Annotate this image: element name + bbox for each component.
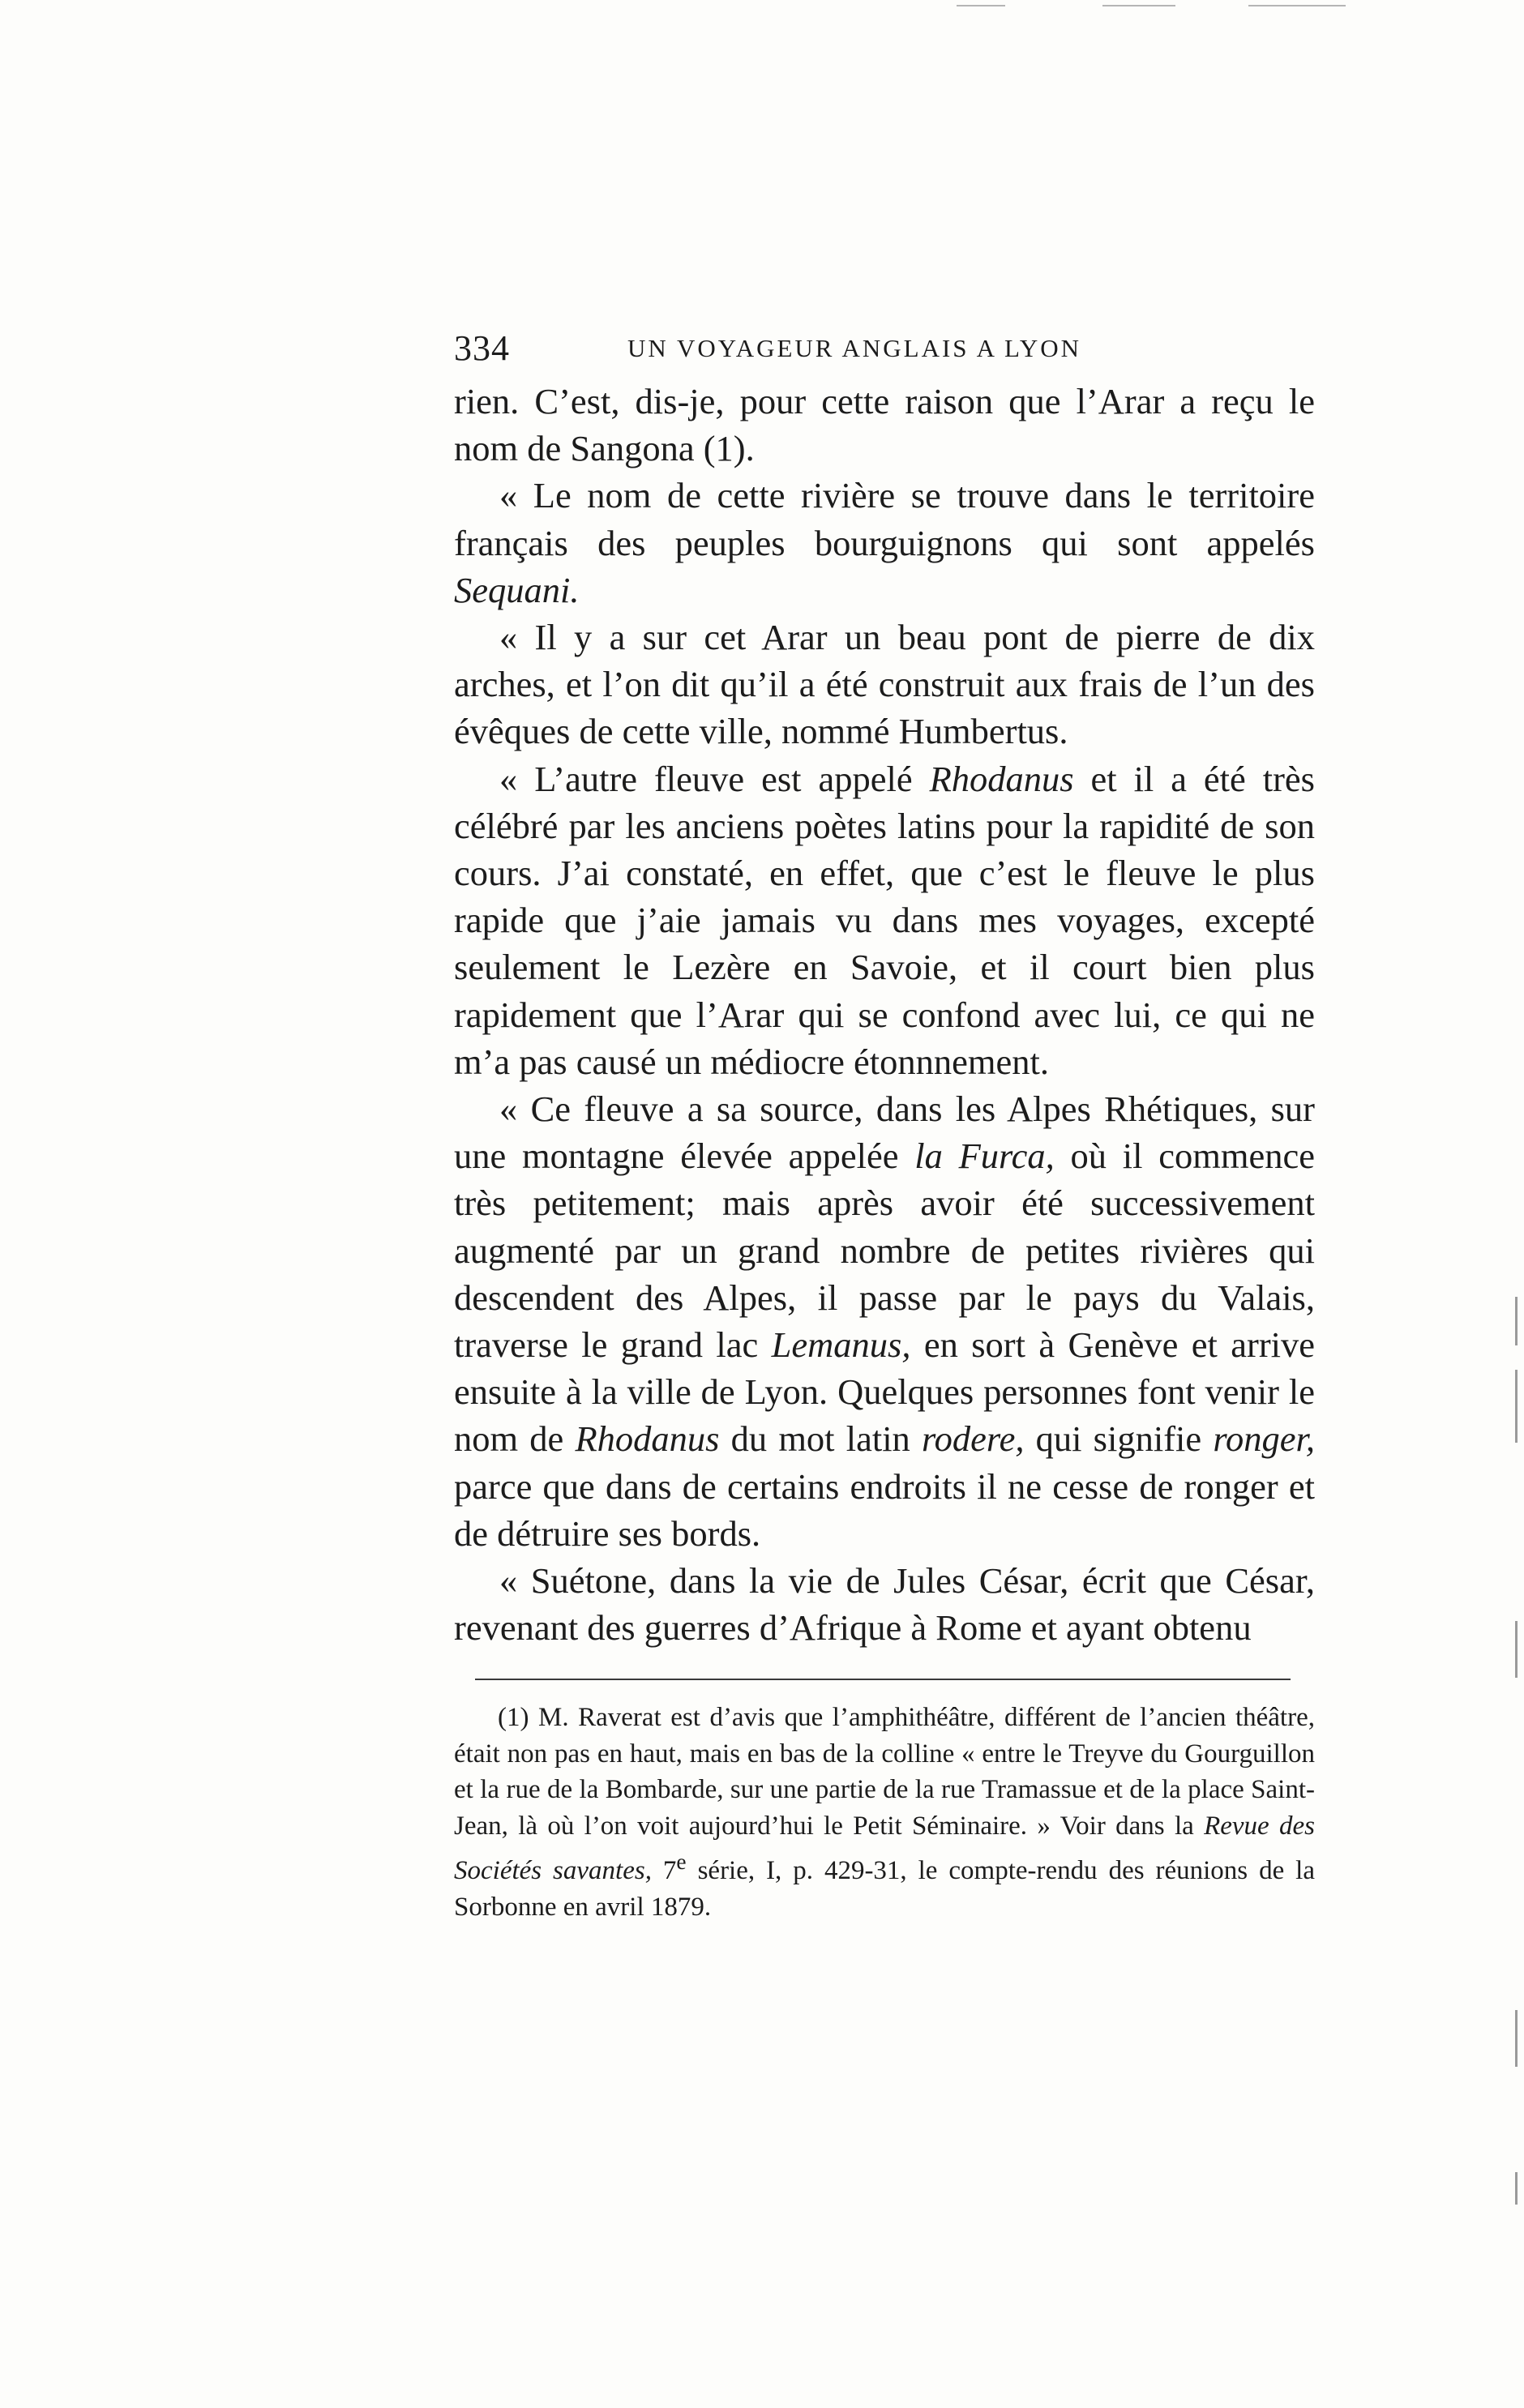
italic-term: Sequani. xyxy=(454,569,580,610)
paragraph-text: « L’autre fleuve est appelé xyxy=(499,758,930,799)
paragraph-text: du mot latin xyxy=(719,1418,922,1460)
superscript: e xyxy=(676,1849,687,1875)
paragraph-text: et il a été très célébré par les anciens poètes latins pour la rapidité de son cours. J’ai constaté, en effet, que c’est le fleuve le plus rapide que j’aie jamais vu dans mes voyages, excepté seulement le Lezère en Savoie, et il court bien plus rapidement que l’Arar qui se confond avec lui, ce qui ne m’a pas causé un médiocre étonnnement. xyxy=(454,758,1315,1082)
body-text xyxy=(454,378,1315,1651)
paragraph xyxy=(454,1085,1315,1557)
italic-term: Rhodanus xyxy=(575,1418,720,1460)
paragraph xyxy=(454,755,1315,1085)
italic-term: Revue des Sociétés savantes, xyxy=(454,1811,1315,1886)
paragraph-text: « Ce fleuve a sa source, dans les Alpes Rhétiques, sur une montagne élevée appelée xyxy=(454,1089,1315,1177)
scan-edge-mark xyxy=(1515,2010,1518,2067)
book-page xyxy=(454,324,1315,1925)
running-head xyxy=(454,324,1315,373)
paragraph xyxy=(454,378,1315,472)
scan-edge-mark xyxy=(1515,1370,1518,1443)
scan-edge-mark xyxy=(1515,2172,1518,2205)
paragraph-text: « Le nom de cette rivière se trouve dans le territoire français des peuples bourguignons qui sont appelés xyxy=(454,475,1315,563)
italic-term: rodere, xyxy=(921,1418,1025,1460)
page-number: 334 xyxy=(454,328,510,368)
paragraph xyxy=(454,614,1315,755)
paragraph-text: « Il y a sur cet Arar un beau pont de pierre de dix arches, et l’on dit qu’il a été construit aux frais de l’un des évêques de cette ville, nommé Humbertus. xyxy=(454,617,1315,752)
italic-term: ronger, xyxy=(1213,1418,1315,1460)
footnote-text: série, I, p. 429-31, le compte-rendu des réunions de la Sorbonne en avril 1879. xyxy=(454,1856,1315,1922)
scan-edge-mark xyxy=(1102,5,1175,6)
paragraph-text: qui signifie xyxy=(1024,1418,1214,1460)
paragraph-text: parce que dans de certains endroits il ne cesse de ronger et de détruire ses bords. xyxy=(454,1465,1315,1554)
footnote xyxy=(454,1700,1315,1925)
scan-edge-mark xyxy=(957,5,1005,6)
scan-edge-mark xyxy=(1248,5,1346,6)
running-title: UN VOYAGEUR ANGLAIS A LYON xyxy=(627,334,1082,362)
footnote-text: 7 xyxy=(651,1856,677,1886)
footnote-rule xyxy=(475,1679,1291,1680)
italic-term: Lemanus, xyxy=(771,1324,911,1366)
paragraph xyxy=(454,1557,1315,1651)
paragraph-text: rien. C’est, dis-je, pour cette raison que l’Arar a reçu le nom de Sangona (1). xyxy=(454,381,1315,469)
paragraph xyxy=(454,472,1315,614)
footnote-text: (1) M. Raverat est d’avis que l’amphithéâtre, différent de l’ancien théâtre, était non pas en haut, mais en bas de la colline « entre le Treyve du Gourguillon et la rue de la Bombarde, sur une partie de la rue Tramassue et de la place Saint-Jean, là où l’on voit aujourd’hui le Petit Séminaire. » Voir dans la xyxy=(454,1703,1315,1841)
italic-term: la Furca, xyxy=(914,1136,1055,1177)
paragraph-text: en sort à Genève et arrive ensuite à la ville de Lyon. Quelques personnes font venir le nom de xyxy=(454,1324,1316,1460)
italic-term: Rhodanus xyxy=(929,758,1074,799)
paragraph-text: où il commence très petitement; mais après avoir été successivement augmenté par un grand nombre de petites rivières qui descendent des Alpes, il passe par le pays du Valais, traverse le grand lac xyxy=(454,1136,1315,1366)
scan-edge-mark xyxy=(1515,1621,1518,1678)
scan-edge-mark xyxy=(1515,1297,1518,1345)
paragraph-text: « Suétone, dans la vie de Jules César, écrit que César, revenant des guerres d’Afrique à Rome et ayant obtenu xyxy=(454,1560,1315,1649)
